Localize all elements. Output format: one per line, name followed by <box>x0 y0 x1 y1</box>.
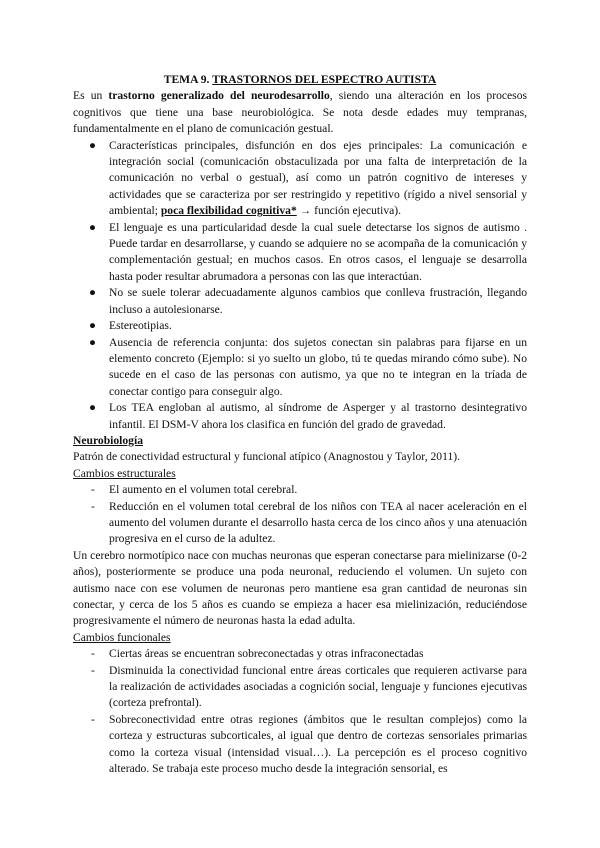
intro-paragraph: Es un trastorno generalizado del neurodesarrollo, siendo una alteración en los procesos cognitivos que tiene una base neurobiológica. Se nota desde edades muy tempranas, fundamentalmente en el plano de comunicación gestual. <box>73 89 527 136</box>
bullet-icon: ● <box>89 401 97 415</box>
normotypic-paragraph: Un cerebro normotípico nace con muchas neuronas que esperan conectarse para mielinizarse (0-2 años), posteriormente se produce una poda neuronal, reduciendo el volumen. Un sujeto con autismo nace con ese volumen de neuronas pero mantiene esa gran cantidad de neuronas sin conectar, y cerca de los 5 años es cuando se empieza a hacer esa mielinización, reduciéndose progresivamente el número de neuronas hasta la edad adulta. <box>73 548 527 628</box>
dash-icon: - <box>91 663 95 677</box>
subheading-funcionales: Cambios funcionales <box>73 630 171 644</box>
dash-icon: - <box>91 499 95 513</box>
title-text: TRASTORNOS DEL ESPECTRO AUTISTA <box>212 73 437 86</box>
list-item: - Disminuida la conectividad funcional entre áreas corticales que requieren activarse para la realización de actividades asociadas a cognición social, lenguaje y funciones ejecutivas (corteza prefrontal). <box>91 663 527 710</box>
dash-icon: - <box>91 712 95 726</box>
dash-icon: - <box>91 647 95 661</box>
subheading-estructurales: Cambios estructurales <box>73 466 176 480</box>
page-title <box>73 72 527 88</box>
characteristics-list <box>73 138 527 433</box>
dash-icon: - <box>91 483 95 497</box>
intro-bold-term: trastorno generalizado del neurodesarrollo <box>108 89 330 103</box>
list-item: ● Estereotipias. <box>73 318 527 334</box>
list-item: - El aumento en el volumen total cerebral. <box>73 482 527 498</box>
structural-changes-list <box>73 482 527 548</box>
list-item: - Sobreconectividad entre otras regiones (ámbitos que le resultan complejos) como la corteza y estructuras subcorticales, al igual que dentro de cortezas sensoriales primarias como la corteza visual (intensidad visual…). La percepción es el proceso cognitivo alterado. Se trabaja este proceso mucho desde la integración sensorial, es <box>91 712 527 776</box>
list-item: - Ciertas áreas se encuentran sobreconectadas y otras infraconectadas <box>73 646 527 662</box>
neuro-paragraph: Patrón de conectividad estructural y funcional atípico (Anagnostou y Taylor, 2011). <box>73 450 461 464</box>
bullet-icon: ● <box>89 319 97 333</box>
list-item: ● Ausencia de referencia conjunta: dos sujetos conectan sin palabras para fijarse en un elemento concreto (Ejemplo: si yo suelto un globo, tú te quedas mirando cómo sube). No sucede en el caso de las personas con autismo, ya que no te integran en la tríada de conectar contigo para conseguir algo. <box>89 335 527 398</box>
bullet-icon: ● <box>89 220 97 234</box>
bullet-icon: ● <box>89 335 97 349</box>
list-item: ● Características principales, disfunción en dos ejes principales: La comunicación e integración social (comunicación obstaculizada por una falta de interpretación de la comunicación no verbal o gestual), así como un patrón cognitivo de intereses y actividades que se caracteriza por ser restringido y repetitivo (rígido a nivel sensorial y ambiental; poca flexibilidad cognitiva* → función ejecutiva). <box>89 138 527 218</box>
list-item: ● El lenguaje es una particularidad desde la cual suele detectarse los signos de autismo . Puede tardar en desarrollarse, y cuando se adquiere no se acompaña de la comunicación y complementación gestual; en muchos casos. En otros casos, el lenguaje se desarrolla hasta poder resultar abrumadora a personas con las que interactúan. <box>89 220 527 283</box>
title-number: TEMA 9. <box>163 73 213 86</box>
functional-changes-list <box>73 646 527 777</box>
section-heading-neurobiologia: Neurobiología <box>73 433 143 447</box>
list-item: ● Los TEA engloban al autismo, al síndrome de Asperger y al trastorno desintegrativo infantil. El DSM-V ahora los clasifica en función del grado de gravedad. <box>89 401 527 431</box>
bold-term: poca flexibilidad cognitiva* <box>160 204 297 218</box>
list-item: ● No se suele tolerar adecuadamente algunos cambios que conlleva frustración, llegando incluso a autolesionarse. <box>89 286 527 316</box>
bullet-icon: ● <box>89 286 97 300</box>
list-item: - Reducción en el volumen total cerebral de los niños con TEA al nacer aceleración en el aumento del volumen durante el desarrollo hasta cerca de los cinco años y una atenuación progresiva en el curso de la adultez. <box>91 499 527 546</box>
bullet-icon: ● <box>89 138 97 152</box>
